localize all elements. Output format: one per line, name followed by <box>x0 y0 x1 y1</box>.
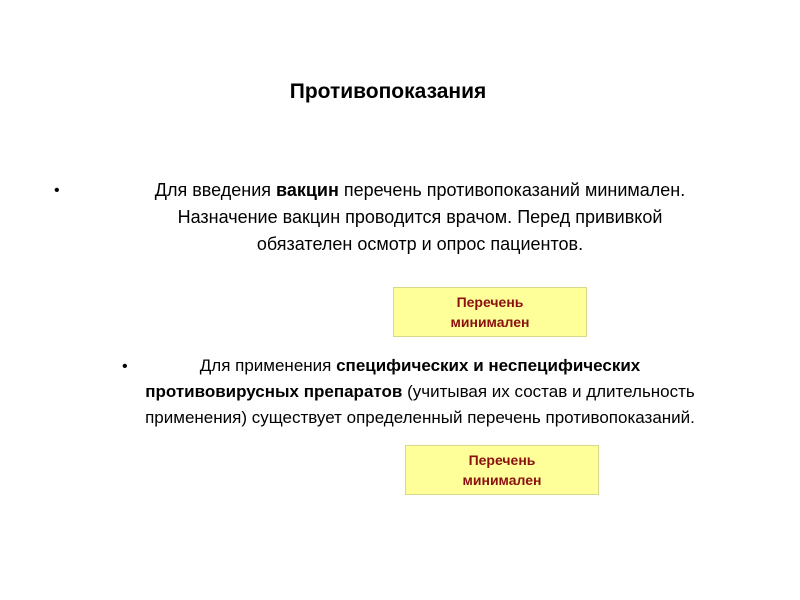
bullet-vaccines-text-b: перечень противопоказаний минимален. <box>338 180 686 200</box>
bullet-antivirals <box>60 353 780 431</box>
bullet-marker: • <box>54 182 60 199</box>
bullet-antivirals-line3: применения) существует определенный перечень противопоказаний. <box>145 408 695 427</box>
bullet-antivirals-line2 <box>60 379 780 405</box>
note-box-vaccines <box>393 287 587 337</box>
note-box-antivirals-line1: Перечень <box>468 452 536 468</box>
bullet-antivirals-text-b: (учитывая их состав и длительность <box>402 382 695 401</box>
bullet-vaccines-bold: вакцин <box>276 180 339 200</box>
bullet-antivirals-line1 <box>60 353 780 379</box>
note-box-vaccines-line1: Перечень <box>456 294 524 310</box>
bullet-vaccines-text-a: Для введения <box>154 180 277 200</box>
bullet-vaccines-line2: Назначение вакцин проводится врачом. Перед прививкой <box>177 207 663 227</box>
slide-title: Противопоказания <box>289 80 487 103</box>
note-box-antivirals <box>405 445 599 495</box>
bullet-vaccines-line3: обязателен осмотр и опрос пациентов. <box>256 234 584 254</box>
note-box-vaccines-line2: минимален <box>450 314 530 330</box>
bullet-antivirals-bold-a: специфических и неспецифических <box>336 356 641 375</box>
bullet-vaccines-line1 <box>62 177 778 204</box>
bullet-antivirals-text-a: Для применения <box>199 356 337 375</box>
note-box-antivirals-line2: минимален <box>462 472 542 488</box>
bullet-antivirals-bold-b: противовирусных препаратов <box>145 382 403 401</box>
bullet-marker: • <box>122 358 128 375</box>
bullet-vaccines <box>54 177 778 258</box>
